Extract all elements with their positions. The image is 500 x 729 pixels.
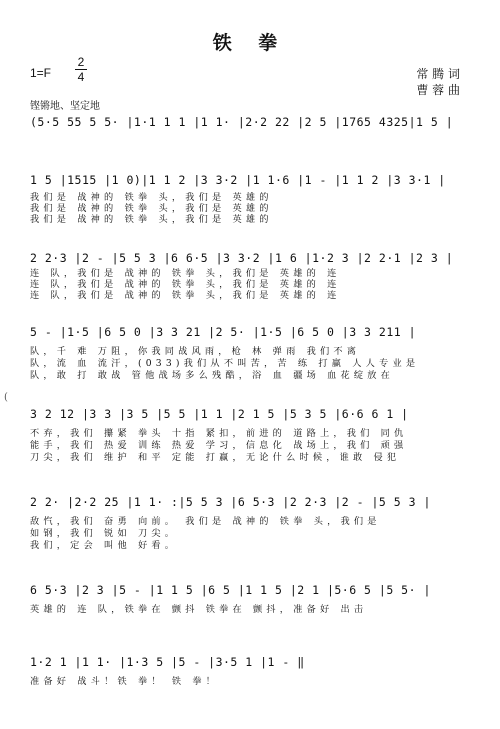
lyric-line-8-1: 准备好 战斗！铁 拳！ 铁 拳！ [30, 676, 220, 687]
lyricist-credit: 常 腾 词 [416, 67, 460, 81]
notation-line-5: 3 2 12 |3 3 |3 5 |5 5 |1 1 |2 1 5 |5 3 5 |6·6 6 1 | [30, 407, 409, 421]
notation-line-4: 5 - |1·5 |6 5 0 |3 3 21 |2 5· |1·5 |6 5 0 |3 3 211 | [30, 325, 417, 339]
notation-line-6: 2 2· |2·2 25 |1 1· :|5 5 3 |6 5·3 |2 2·3 |2 - |5 5 3 | [30, 495, 431, 509]
credits [416, 66, 460, 98]
time-signature [75, 56, 87, 83]
lyric-line-7-1: 英雄的 连 队，铁拳在 颤抖 铁拳在 颤抖，准备好 出击 [30, 604, 368, 615]
notation-line-1: (5·5 55 5 5· |1·1 1 1 |1 1· |2·2 22 |2 5 |1765 4325|1 5 | [30, 115, 454, 129]
meter-top: 2 [77, 55, 85, 69]
lyric-line-2-1: 我们是 战神的 铁拳 头，我们是 英雄的 [30, 192, 273, 203]
notation-line-8: 1·2 1 |1 1· |1·3 5 |5 - |3·5 1 |1 - ‖ [30, 655, 305, 669]
lyric-line-6-3: 我们，定会 叫他 好看。 [30, 540, 179, 551]
composer-credit: 曹 蓉 曲 [416, 83, 460, 97]
lyric-line-5-2: 能手，我们 热爱 训练 热爱 学习，信息化 战场上，我们 顽强 [30, 440, 408, 451]
lyric-line-6-1: 敌忾，我们 奋勇 向前。 我们是 战神的 铁拳 头，我们是 [30, 516, 381, 527]
notation-line-7: 6 5·3 |2 3 |5 - |1 1 5 |6 5 |1 1 5 |2 1 |5·6 5 |5 5· | [30, 583, 431, 597]
lyric-line-5-1: 不弃，我们 攥紧 拳头 十指 紧扣，前进的 道路上，我们 同仇 [30, 428, 408, 439]
notation-line-2: 1 5 |1515 |1 0)|1 1 2 |3 3·2 |1 1·6 |1 - |1 1 2 |3 3·1 | [30, 173, 446, 187]
key-signature: 1=F [30, 66, 52, 80]
lyric-line-4-2: 队，流 血 流汗，(033)我们从不叫苦，苦 练 打赢 人人专业是 [30, 358, 420, 369]
lyric-line-2-2: 我们是 战神的 铁拳 头，我们是 英雄的 [30, 203, 273, 214]
tempo-marking: 铿锵地、坚定地 [30, 101, 100, 112]
lyric-line-5-3: 刀尖，我们 维护 和平 定能 打赢，无论什么时候，谁敢 侵犯 [30, 452, 401, 463]
meter-bottom: 4 [77, 70, 85, 84]
lyric-line-3-1: 连 队，我们是 战神的 铁拳 头，我们是 英雄的 连 [30, 268, 341, 279]
notation-line-3: 2 2·3 |2 - |5 5 3 |6 6·5 |3 3·2 |1 6 |1·2 3 |2 2·1 |2 3 | [30, 251, 454, 265]
lyric-line-3-3: 连 队，我们是 战神的 铁拳 头，我们是 英雄的 连 [30, 290, 341, 301]
song-title: 铁 拳 [212, 32, 288, 54]
lyric-line-4-3: 队，敢 打 敢战 管他战场多么残酷，浴 血 疆场 血花绽放在 [30, 370, 395, 381]
lyric-line-3-2: 连 队，我们是 战神的 铁拳 头，我们是 英雄的 连 [30, 279, 341, 290]
lyric-line-2-3: 我们是 战神的 铁拳 头，我们是 英雄的 [30, 214, 273, 225]
lyric-line-6-2: 如钢，我们 锐如 刀尖。 [30, 528, 179, 539]
margin-mark: ( [4, 392, 8, 403]
lyric-line-4-1: 队，千 难 万阻，你我同战风雨，枪 林 弹雨 我们不离 [30, 346, 361, 357]
